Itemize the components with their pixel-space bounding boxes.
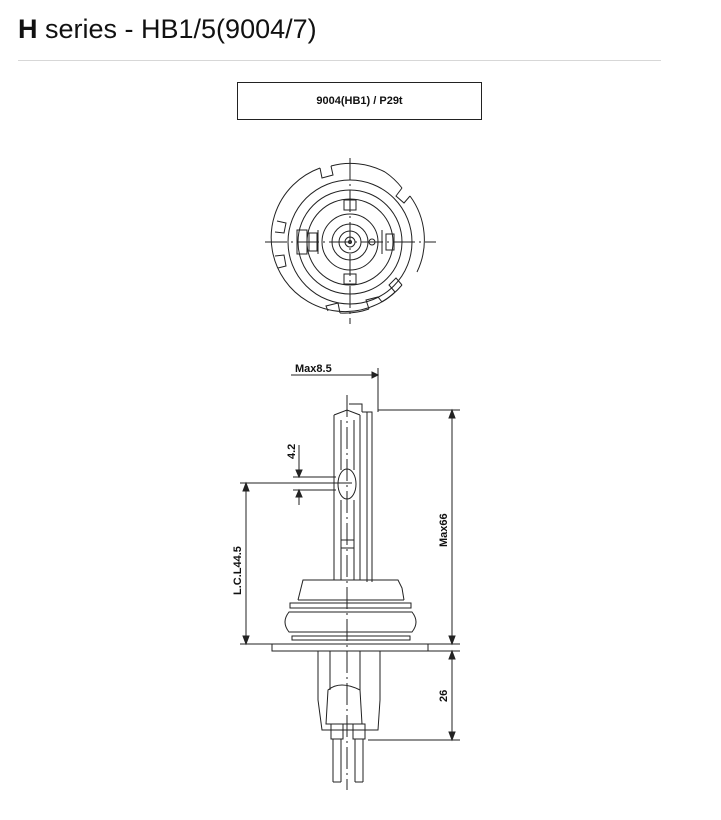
lower-housing [318,651,380,730]
pin-left [331,724,343,739]
title-series-letter: H [18,14,38,44]
dim-light-center: L.C.L44.5 [232,546,244,595]
dim-spacing: 4.2 [286,443,298,459]
o-ring [285,612,416,632]
upper-base [298,580,404,600]
end-view [265,158,436,324]
pin-right [353,724,365,739]
dim-lead-length: 26 [438,689,450,702]
bulb-type-label: 9004(HB1) / P29t [237,82,482,120]
flange [272,644,428,651]
return-lead [362,412,372,582]
title-text: series - HB1/5(9004/7) [37,14,317,44]
side-view [240,368,460,790]
dim-max-width: Max8.5 [295,363,332,375]
dim-max-height: Max66 [438,513,450,547]
